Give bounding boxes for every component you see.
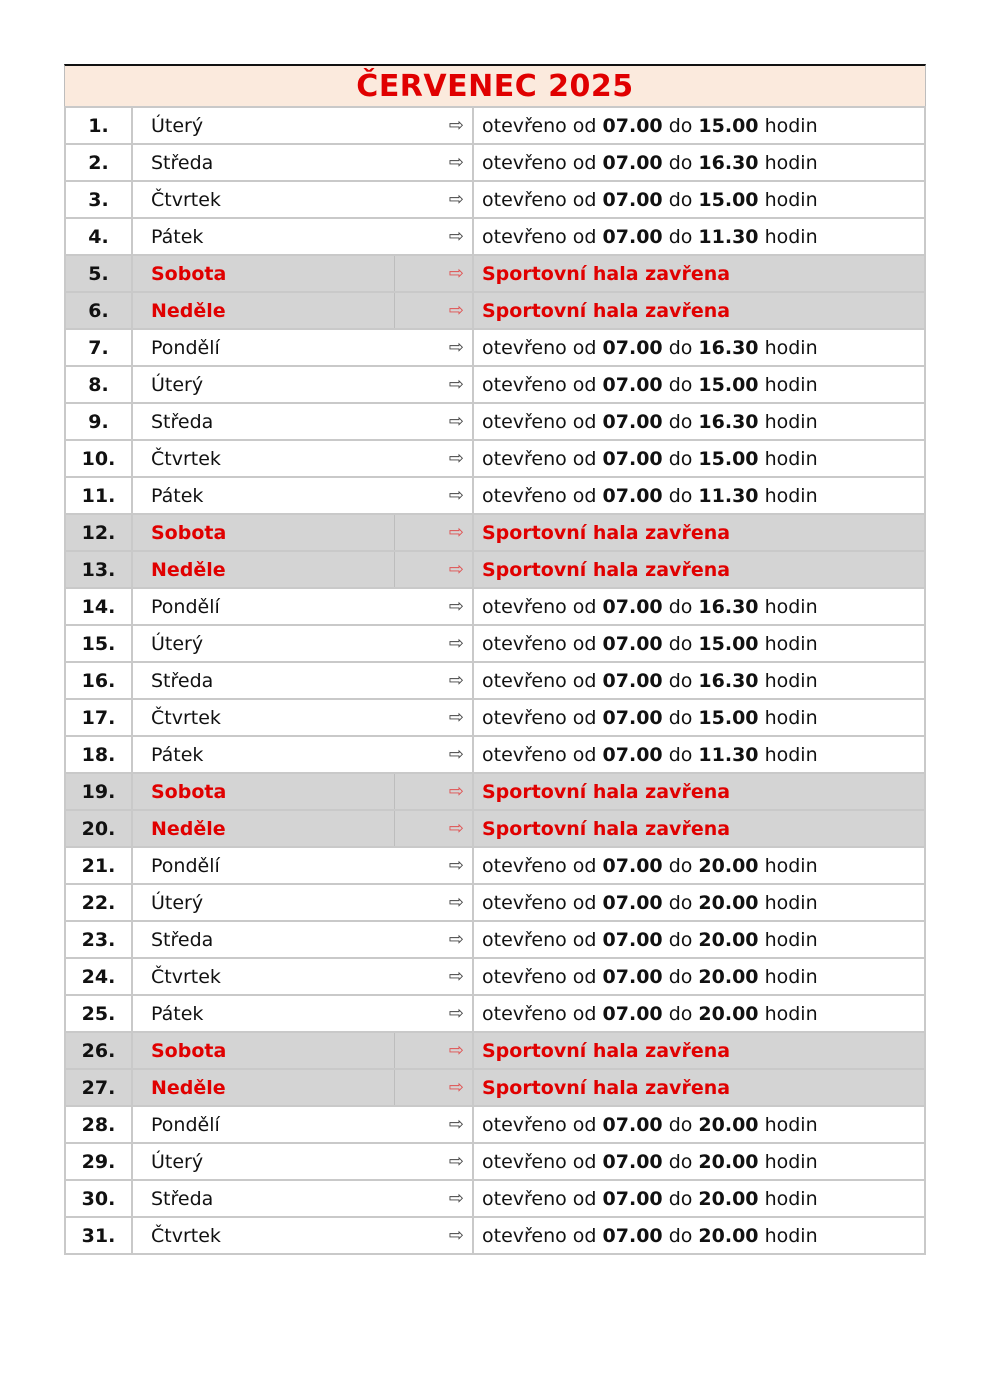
- day-name: Sobota: [132, 255, 394, 292]
- day-number: 28.: [65, 1106, 132, 1143]
- arrow-right-icon: ⇨: [394, 958, 473, 995]
- hours-label: hodin: [764, 1224, 818, 1247]
- day-name: Úterý: [132, 625, 394, 662]
- to-label: do: [668, 336, 693, 359]
- opening-info: [473, 1143, 925, 1180]
- open-to-time: 15.00: [698, 373, 759, 396]
- day-name: Středa: [132, 144, 394, 181]
- title-row: [64, 64, 926, 106]
- day-number: 31.: [65, 1217, 132, 1254]
- day-number: 10.: [65, 440, 132, 477]
- day-name: Středa: [132, 921, 394, 958]
- arrow-right-icon: ⇨: [394, 218, 473, 255]
- table-row-closed: [65, 551, 925, 588]
- hours-label: hodin: [764, 225, 818, 248]
- page-title: ČERVENEC 2025: [356, 68, 634, 104]
- day-name: Sobota: [132, 773, 394, 810]
- arrow-right-icon: ⇨: [394, 699, 473, 736]
- arrow-right-icon: ⇨: [394, 736, 473, 773]
- to-label: do: [668, 669, 693, 692]
- open-from-time: 07.00: [602, 1150, 663, 1173]
- open-from-time: 07.00: [602, 1187, 663, 1210]
- table-row: [65, 958, 925, 995]
- table-row: [65, 588, 925, 625]
- open-from-time: 07.00: [602, 1002, 663, 1025]
- arrow-right-icon: ⇨: [394, 662, 473, 699]
- open-label: otevřeno od: [482, 336, 597, 359]
- table-row: [65, 1106, 925, 1143]
- day-number: 25.: [65, 995, 132, 1032]
- open-label: otevřeno od: [482, 1002, 597, 1025]
- open-to-time: 15.00: [698, 114, 759, 137]
- opening-info: [473, 514, 925, 551]
- arrow-right-icon: ⇨: [394, 440, 473, 477]
- open-to-time: 15.00: [698, 632, 759, 655]
- arrow-right-icon: ⇨: [394, 1032, 473, 1069]
- table-row: [65, 366, 925, 403]
- open-from-time: 07.00: [602, 595, 663, 618]
- day-name: Středa: [132, 1180, 394, 1217]
- opening-info: [473, 403, 925, 440]
- open-to-time: 15.00: [698, 706, 759, 729]
- day-name: Sobota: [132, 514, 394, 551]
- open-from-time: 07.00: [602, 447, 663, 470]
- to-label: do: [668, 447, 693, 470]
- table-row: [65, 329, 925, 366]
- open-label: otevřeno od: [482, 743, 597, 766]
- opening-info: [473, 1106, 925, 1143]
- to-label: do: [668, 373, 693, 396]
- day-number: 17.: [65, 699, 132, 736]
- hours-label: hodin: [764, 1150, 818, 1173]
- open-from-time: 07.00: [602, 410, 663, 433]
- opening-info: [473, 1180, 925, 1217]
- open-to-time: 11.30: [698, 743, 759, 766]
- day-name: Čtvrtek: [132, 1217, 394, 1254]
- schedule-table: [64, 106, 926, 1255]
- day-name: Čtvrtek: [132, 181, 394, 218]
- arrow-right-icon: ⇨: [394, 292, 473, 329]
- opening-info: [473, 292, 925, 329]
- opening-info: [473, 662, 925, 699]
- table-row: [65, 995, 925, 1032]
- open-to-time: 16.30: [698, 151, 759, 174]
- hours-label: hodin: [764, 151, 818, 174]
- arrow-right-icon: ⇨: [394, 1217, 473, 1254]
- to-label: do: [668, 1187, 693, 1210]
- day-number: 18.: [65, 736, 132, 773]
- arrow-right-icon: ⇨: [394, 588, 473, 625]
- open-to-time: 15.00: [698, 188, 759, 211]
- day-name: Pátek: [132, 218, 394, 255]
- open-from-time: 07.00: [602, 1113, 663, 1136]
- open-label: otevřeno od: [482, 484, 597, 507]
- opening-info: [473, 329, 925, 366]
- open-label: otevřeno od: [482, 188, 597, 211]
- open-to-time: 20.00: [698, 965, 759, 988]
- opening-info: [473, 477, 925, 514]
- opening-info: [473, 181, 925, 218]
- open-to-time: 20.00: [698, 1150, 759, 1173]
- open-label: otevřeno od: [482, 114, 597, 137]
- to-label: do: [668, 1002, 693, 1025]
- table-row-closed: [65, 292, 925, 329]
- hours-label: hodin: [764, 854, 818, 877]
- day-number: 19.: [65, 773, 132, 810]
- closed-status: Sportovní hala zavřena: [482, 1076, 731, 1099]
- opening-info: [473, 1032, 925, 1069]
- open-label: otevřeno od: [482, 1187, 597, 1210]
- table-row: [65, 181, 925, 218]
- to-label: do: [668, 225, 693, 248]
- open-from-time: 07.00: [602, 484, 663, 507]
- open-to-time: 16.30: [698, 410, 759, 433]
- table-row: [65, 1217, 925, 1254]
- open-label: otevřeno od: [482, 373, 597, 396]
- day-number: 13.: [65, 551, 132, 588]
- hours-label: hodin: [764, 928, 818, 951]
- open-to-time: 20.00: [698, 1113, 759, 1136]
- table-row: [65, 144, 925, 181]
- to-label: do: [668, 188, 693, 211]
- day-name: Středa: [132, 403, 394, 440]
- opening-info: [473, 921, 925, 958]
- arrow-right-icon: ⇨: [394, 403, 473, 440]
- arrow-right-icon: ⇨: [394, 625, 473, 662]
- arrow-right-icon: ⇨: [394, 144, 473, 181]
- day-number: 27.: [65, 1069, 132, 1106]
- hours-label: hodin: [764, 632, 818, 655]
- arrow-right-icon: ⇨: [394, 107, 473, 144]
- open-from-time: 07.00: [602, 151, 663, 174]
- day-number: 1.: [65, 107, 132, 144]
- day-name: Středa: [132, 662, 394, 699]
- hours-label: hodin: [764, 1002, 818, 1025]
- open-from-time: 07.00: [602, 965, 663, 988]
- table-row: [65, 847, 925, 884]
- open-from-time: 07.00: [602, 743, 663, 766]
- table-row: [65, 736, 925, 773]
- day-name: Pátek: [132, 477, 394, 514]
- day-number: 30.: [65, 1180, 132, 1217]
- to-label: do: [668, 484, 693, 507]
- open-from-time: 07.00: [602, 1224, 663, 1247]
- day-name: Pátek: [132, 995, 394, 1032]
- open-label: otevřeno od: [482, 151, 597, 174]
- hours-label: hodin: [764, 1113, 818, 1136]
- table-row: [65, 440, 925, 477]
- to-label: do: [668, 854, 693, 877]
- day-number: 11.: [65, 477, 132, 514]
- hours-label: hodin: [764, 114, 818, 137]
- day-name: Úterý: [132, 366, 394, 403]
- table-row: [65, 1143, 925, 1180]
- open-label: otevřeno od: [482, 447, 597, 470]
- day-number: 12.: [65, 514, 132, 551]
- table-row: [65, 921, 925, 958]
- table-row: [65, 699, 925, 736]
- table-row-closed: [65, 773, 925, 810]
- to-label: do: [668, 891, 693, 914]
- open-label: otevřeno od: [482, 1113, 597, 1136]
- arrow-right-icon: ⇨: [394, 255, 473, 292]
- open-to-time: 20.00: [698, 891, 759, 914]
- closed-status: Sportovní hala zavřena: [482, 299, 731, 322]
- open-label: otevřeno od: [482, 928, 597, 951]
- table-row-closed: [65, 1032, 925, 1069]
- day-name: Pondělí: [132, 329, 394, 366]
- hours-label: hodin: [764, 410, 818, 433]
- day-name: Úterý: [132, 107, 394, 144]
- hours-label: hodin: [764, 447, 818, 470]
- open-from-time: 07.00: [602, 669, 663, 692]
- hours-label: hodin: [764, 188, 818, 211]
- table-row: [65, 218, 925, 255]
- to-label: do: [668, 151, 693, 174]
- open-to-time: 11.30: [698, 225, 759, 248]
- open-label: otevřeno od: [482, 595, 597, 618]
- opening-info: [473, 255, 925, 292]
- opening-info: [473, 1217, 925, 1254]
- open-from-time: 07.00: [602, 225, 663, 248]
- day-number: 9.: [65, 403, 132, 440]
- day-name: Neděle: [132, 1069, 394, 1106]
- arrow-right-icon: ⇨: [394, 847, 473, 884]
- opening-info: [473, 366, 925, 403]
- arrow-right-icon: ⇨: [394, 551, 473, 588]
- hours-label: hodin: [764, 373, 818, 396]
- open-to-time: 15.00: [698, 447, 759, 470]
- open-label: otevřeno od: [482, 632, 597, 655]
- arrow-right-icon: ⇨: [394, 514, 473, 551]
- hours-label: hodin: [764, 484, 818, 507]
- arrow-right-icon: ⇨: [394, 1143, 473, 1180]
- day-number: 23.: [65, 921, 132, 958]
- opening-info: [473, 995, 925, 1032]
- day-number: 21.: [65, 847, 132, 884]
- table-row: [65, 884, 925, 921]
- open-label: otevřeno od: [482, 669, 597, 692]
- open-from-time: 07.00: [602, 632, 663, 655]
- day-name: Úterý: [132, 884, 394, 921]
- open-from-time: 07.00: [602, 928, 663, 951]
- open-to-time: 11.30: [698, 484, 759, 507]
- opening-info: [473, 440, 925, 477]
- open-label: otevřeno od: [482, 965, 597, 988]
- table-row: [65, 625, 925, 662]
- day-number: 4.: [65, 218, 132, 255]
- arrow-right-icon: ⇨: [394, 329, 473, 366]
- schedule-sheet: [64, 64, 926, 1255]
- hours-label: hodin: [764, 743, 818, 766]
- open-to-time: 16.30: [698, 336, 759, 359]
- open-from-time: 07.00: [602, 891, 663, 914]
- to-label: do: [668, 632, 693, 655]
- open-label: otevřeno od: [482, 410, 597, 433]
- opening-info: [473, 958, 925, 995]
- opening-info: [473, 736, 925, 773]
- open-label: otevřeno od: [482, 225, 597, 248]
- day-name: Sobota: [132, 1032, 394, 1069]
- day-name: Neděle: [132, 551, 394, 588]
- hours-label: hodin: [764, 965, 818, 988]
- opening-info: [473, 218, 925, 255]
- opening-info: [473, 810, 925, 847]
- closed-status: Sportovní hala zavřena: [482, 521, 731, 544]
- to-label: do: [668, 410, 693, 433]
- day-number: 26.: [65, 1032, 132, 1069]
- open-to-time: 20.00: [698, 854, 759, 877]
- closed-status: Sportovní hala zavřena: [482, 817, 731, 840]
- closed-status: Sportovní hala zavřena: [482, 780, 731, 803]
- day-number: 14.: [65, 588, 132, 625]
- hours-label: hodin: [764, 1187, 818, 1210]
- day-number: 6.: [65, 292, 132, 329]
- day-number: 29.: [65, 1143, 132, 1180]
- table-row: [65, 107, 925, 144]
- day-number: 15.: [65, 625, 132, 662]
- opening-info: [473, 588, 925, 625]
- table-row: [65, 1180, 925, 1217]
- day-name: Čtvrtek: [132, 958, 394, 995]
- closed-status: Sportovní hala zavřena: [482, 262, 731, 285]
- to-label: do: [668, 595, 693, 618]
- arrow-right-icon: ⇨: [394, 995, 473, 1032]
- opening-info: [473, 847, 925, 884]
- to-label: do: [668, 114, 693, 137]
- to-label: do: [668, 743, 693, 766]
- hours-label: hodin: [764, 595, 818, 618]
- open-from-time: 07.00: [602, 336, 663, 359]
- arrow-right-icon: ⇨: [394, 810, 473, 847]
- opening-info: [473, 1069, 925, 1106]
- day-name: Pátek: [132, 736, 394, 773]
- open-label: otevřeno od: [482, 1224, 597, 1247]
- table-row: [65, 403, 925, 440]
- arrow-right-icon: ⇨: [394, 181, 473, 218]
- day-name: Úterý: [132, 1143, 394, 1180]
- opening-info: [473, 773, 925, 810]
- day-name: Pondělí: [132, 1106, 394, 1143]
- day-number: 7.: [65, 329, 132, 366]
- to-label: do: [668, 1224, 693, 1247]
- day-number: 16.: [65, 662, 132, 699]
- open-from-time: 07.00: [602, 188, 663, 211]
- arrow-right-icon: ⇨: [394, 921, 473, 958]
- day-number: 8.: [65, 366, 132, 403]
- open-to-time: 16.30: [698, 669, 759, 692]
- day-name: Neděle: [132, 292, 394, 329]
- open-to-time: 20.00: [698, 928, 759, 951]
- closed-status: Sportovní hala zavřena: [482, 558, 731, 581]
- arrow-right-icon: ⇨: [394, 1106, 473, 1143]
- table-row-closed: [65, 1069, 925, 1106]
- open-to-time: 20.00: [698, 1187, 759, 1210]
- open-label: otevřeno od: [482, 891, 597, 914]
- arrow-right-icon: ⇨: [394, 477, 473, 514]
- arrow-right-icon: ⇨: [394, 773, 473, 810]
- hours-label: hodin: [764, 891, 818, 914]
- day-number: 20.: [65, 810, 132, 847]
- to-label: do: [668, 1113, 693, 1136]
- table-row-closed: [65, 514, 925, 551]
- open-from-time: 07.00: [602, 706, 663, 729]
- day-number: 22.: [65, 884, 132, 921]
- to-label: do: [668, 928, 693, 951]
- open-to-time: 16.30: [698, 595, 759, 618]
- hours-label: hodin: [764, 336, 818, 359]
- opening-info: [473, 699, 925, 736]
- arrow-right-icon: ⇨: [394, 366, 473, 403]
- opening-info: [473, 625, 925, 662]
- open-to-time: 20.00: [698, 1002, 759, 1025]
- open-to-time: 20.00: [698, 1224, 759, 1247]
- day-number: 5.: [65, 255, 132, 292]
- table-row: [65, 477, 925, 514]
- day-name: Čtvrtek: [132, 440, 394, 477]
- open-from-time: 07.00: [602, 854, 663, 877]
- day-name: Čtvrtek: [132, 699, 394, 736]
- day-name: Pondělí: [132, 847, 394, 884]
- schedule-rows: [65, 107, 925, 1254]
- to-label: do: [668, 706, 693, 729]
- open-label: otevřeno od: [482, 706, 597, 729]
- open-from-time: 07.00: [602, 114, 663, 137]
- to-label: do: [668, 965, 693, 988]
- closed-status: Sportovní hala zavřena: [482, 1039, 731, 1062]
- hours-label: hodin: [764, 706, 818, 729]
- opening-info: [473, 884, 925, 921]
- opening-info: [473, 551, 925, 588]
- open-from-time: 07.00: [602, 373, 663, 396]
- arrow-right-icon: ⇨: [394, 884, 473, 921]
- day-name: Neděle: [132, 810, 394, 847]
- open-label: otevřeno od: [482, 854, 597, 877]
- day-number: 24.: [65, 958, 132, 995]
- to-label: do: [668, 1150, 693, 1173]
- day-number: 3.: [65, 181, 132, 218]
- opening-info: [473, 144, 925, 181]
- opening-info: [473, 107, 925, 144]
- day-name: Pondělí: [132, 588, 394, 625]
- day-number: 2.: [65, 144, 132, 181]
- open-label: otevřeno od: [482, 1150, 597, 1173]
- arrow-right-icon: ⇨: [394, 1180, 473, 1217]
- table-row: [65, 662, 925, 699]
- table-row-closed: [65, 810, 925, 847]
- arrow-right-icon: ⇨: [394, 1069, 473, 1106]
- table-row-closed: [65, 255, 925, 292]
- hours-label: hodin: [764, 669, 818, 692]
